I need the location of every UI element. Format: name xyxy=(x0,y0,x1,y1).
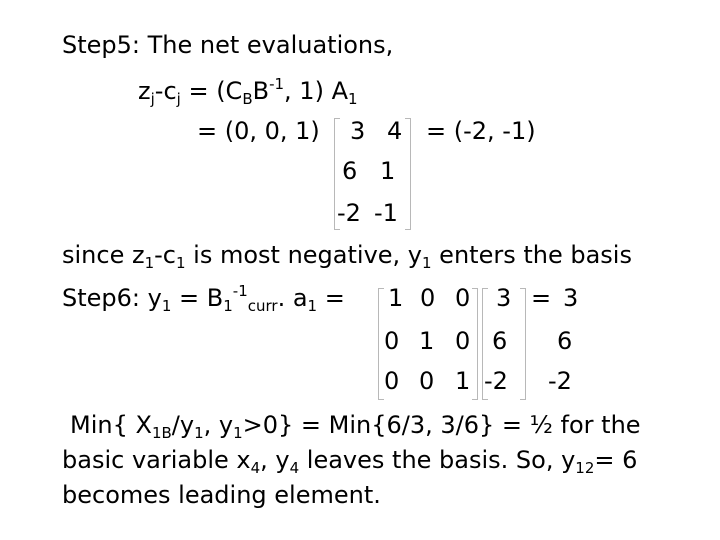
vector-cell: -2 xyxy=(484,367,508,395)
result-cell: -2 xyxy=(548,367,572,395)
step5-result: = (-2, -1) xyxy=(426,117,536,145)
matrix-cell: 1 xyxy=(455,367,471,395)
matrix-cell: 1 xyxy=(380,157,396,185)
matrix-cell: 3 xyxy=(350,117,366,145)
net-evaluation-formula: $z_j-c_j = (C_BB^{-1}$, 1) $A_1$ xyxy=(138,75,358,108)
min-ratio-line: Min{ $X_{1B}/y_1$, $y_1>0\} = Min\{6/3$, 3/6} = ½ for the xyxy=(70,411,641,442)
entering-variable-statement: since $z_1-c_1$ is most negative, $y_1$ enters the basis xyxy=(62,241,632,272)
result-cell: 3 xyxy=(563,284,579,312)
step6-formula: Step6: $y_1 = B_1^{-1}_{curr}$. $a_1$ = xyxy=(62,282,345,315)
matrix-cell: 1 xyxy=(419,327,435,355)
step5-matrix-right-bracket xyxy=(405,118,411,230)
step5-heading: Step5: The net evaluations, xyxy=(62,31,394,59)
matrix-cell: -1 xyxy=(374,199,398,227)
matrix-cell: 0 xyxy=(419,367,435,395)
matrix-cell: 0 xyxy=(455,284,471,312)
step6-equals: = xyxy=(531,284,552,312)
matrix-cell: 6 xyxy=(342,157,358,185)
leading-element-line: becomes leading element. xyxy=(62,481,381,509)
step5-row-vector: = (0, 0, 1) xyxy=(197,117,320,145)
step6-vector-right-bracket xyxy=(520,288,526,400)
matrix-cell: 4 xyxy=(387,117,403,145)
vector-cell: 6 xyxy=(492,327,508,355)
step6-matrix-right-bracket xyxy=(472,288,478,400)
matrix-cell: 0 xyxy=(384,327,400,355)
matrix-cell: 0 xyxy=(384,367,400,395)
vector-cell: 3 xyxy=(496,284,512,312)
result-cell: 6 xyxy=(557,327,573,355)
leaving-variable-line: basic variable $x_4$, $y_4$ leaves the basis. So, $y_{12}= 6$ xyxy=(62,446,638,477)
matrix-cell: 1 xyxy=(388,284,404,312)
matrix-cell: 0 xyxy=(455,327,471,355)
matrix-cell: 0 xyxy=(420,284,436,312)
matrix-cell: -2 xyxy=(337,199,361,227)
